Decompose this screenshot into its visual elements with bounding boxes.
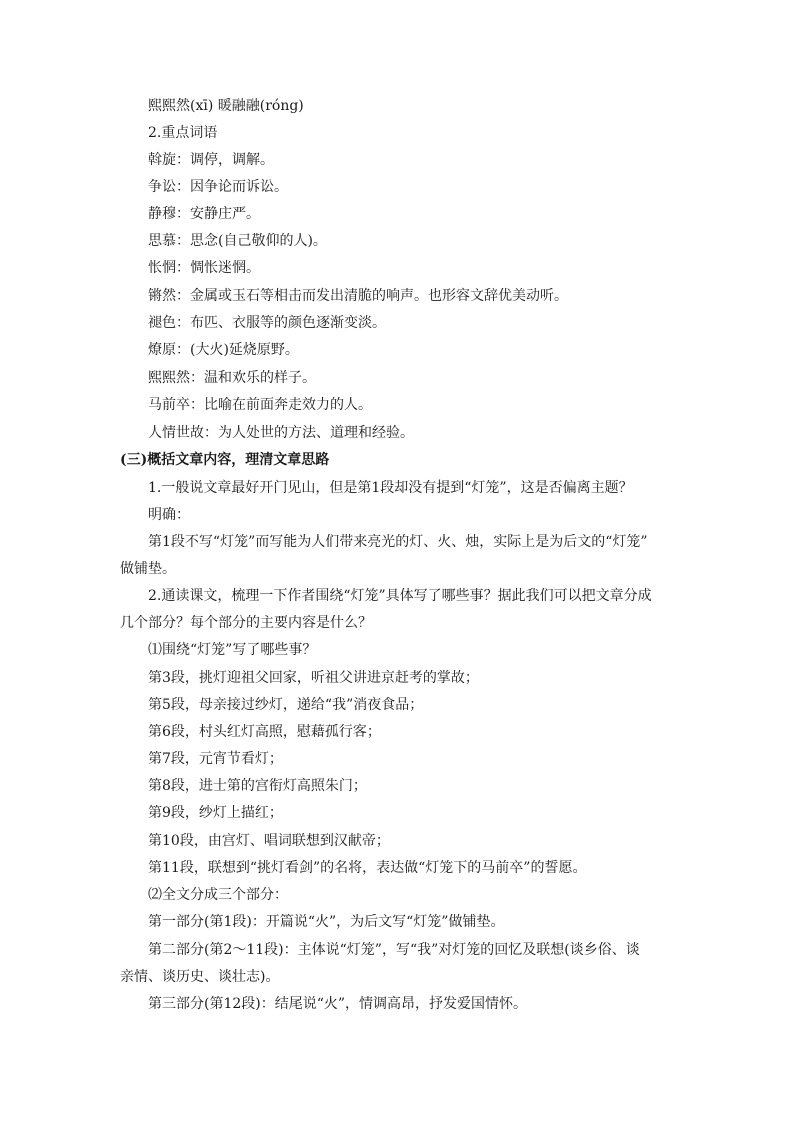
text-line: 第10段，由宫灯、唱词联想到汉献帝； xyxy=(148,833,390,849)
text-line: 锵然：金属或玉石等相击而发出清脆的响声。也形容文辞优美动听。 xyxy=(148,288,568,304)
text-line: 第二部分(第2～11段)：主体说“灯笼”，写“我”对灯笼的回忆及联想(谈乡俗、谈 xyxy=(148,942,640,958)
text-line: 第6段，村头红灯高照，慰藉孤行客； xyxy=(148,724,381,740)
text-line: ⑵全文分成三个部分： xyxy=(148,887,288,903)
text-line: 第8段，进士第的宫衔灯高照朱门； xyxy=(148,778,367,794)
text-line: 静穆：安静庄严。 xyxy=(148,206,260,222)
text-line: 第1段不写“灯笼”而写能为人们带来亮光的灯、火、烛，实际上是为后文的“灯笼” xyxy=(148,534,648,550)
text-line: 第9段，纱灯上描红； xyxy=(148,805,283,821)
text-line: 斡旋：调停，调解。 xyxy=(148,152,274,168)
text-line: 人情世故：为人处世的方法、道理和经验。 xyxy=(148,425,414,441)
text-line: 熙熙然(xī) 暖融融(róng) xyxy=(148,98,304,114)
text-line: 褪色：布匹、衣服等的颜色逐渐变淡。 xyxy=(148,315,386,331)
text-line: 马前卒：比喻在前面奔走效力的人。 xyxy=(148,397,372,413)
text-line: 明确： xyxy=(148,507,190,523)
text-line: 燎原：(大火)延烧原野。 xyxy=(148,342,299,358)
text-line: 第11段，联想到“挑灯看剑”的名将，表达做“灯笼下的马前卒”的誓愿。 xyxy=(148,860,587,876)
text-line: 1.一般说文章最好开门见山，但是第1段却没有提到“灯笼”，这是否偏离主题？ xyxy=(148,480,633,496)
text-line: 第5段，母亲接过纱灯，递给“我”消夜食品； xyxy=(148,697,424,713)
text-line: 2.通读课文，梳理一下作者围绕“灯笼”具体写了哪些事？据此我们可以把文章分成 xyxy=(148,588,652,604)
text-line: 第3段，挑灯迎祖父回家，听祖父讲进京赶考的掌故； xyxy=(148,670,479,686)
text-line: 思慕：思念(自己敬仰的人)。 xyxy=(148,233,327,249)
text-line: 第三部分(第12段)：结尾说“火”，情调高昂，抒发爱国情怀。 xyxy=(148,996,528,1012)
text-line: ⑴围绕“灯笼”写了哪些事？ xyxy=(148,642,317,658)
text-line: 几个部分？每个部分的主要内容是什么？ xyxy=(120,615,372,631)
text-line: 怅惘：惆怅迷惘。 xyxy=(148,260,260,276)
text-line: 2.重点词语 xyxy=(148,125,218,141)
section-heading: (三)概括文章内容，理清文章思路 xyxy=(120,452,330,468)
text-line: 争讼：因争论而诉讼。 xyxy=(148,179,288,195)
text-line: 亲情、谈历史、谈壮志)。 xyxy=(120,969,280,985)
text-line: 第7段，元宵节看灯； xyxy=(148,751,283,767)
text-line: 第一部分(第1段)：开篇说“火”，为后文写“灯笼”做铺垫。 xyxy=(148,914,505,930)
text-line: 熙熙然：温和欢乐的样子。 xyxy=(148,370,316,386)
text-line: 做铺垫。 xyxy=(120,561,176,577)
